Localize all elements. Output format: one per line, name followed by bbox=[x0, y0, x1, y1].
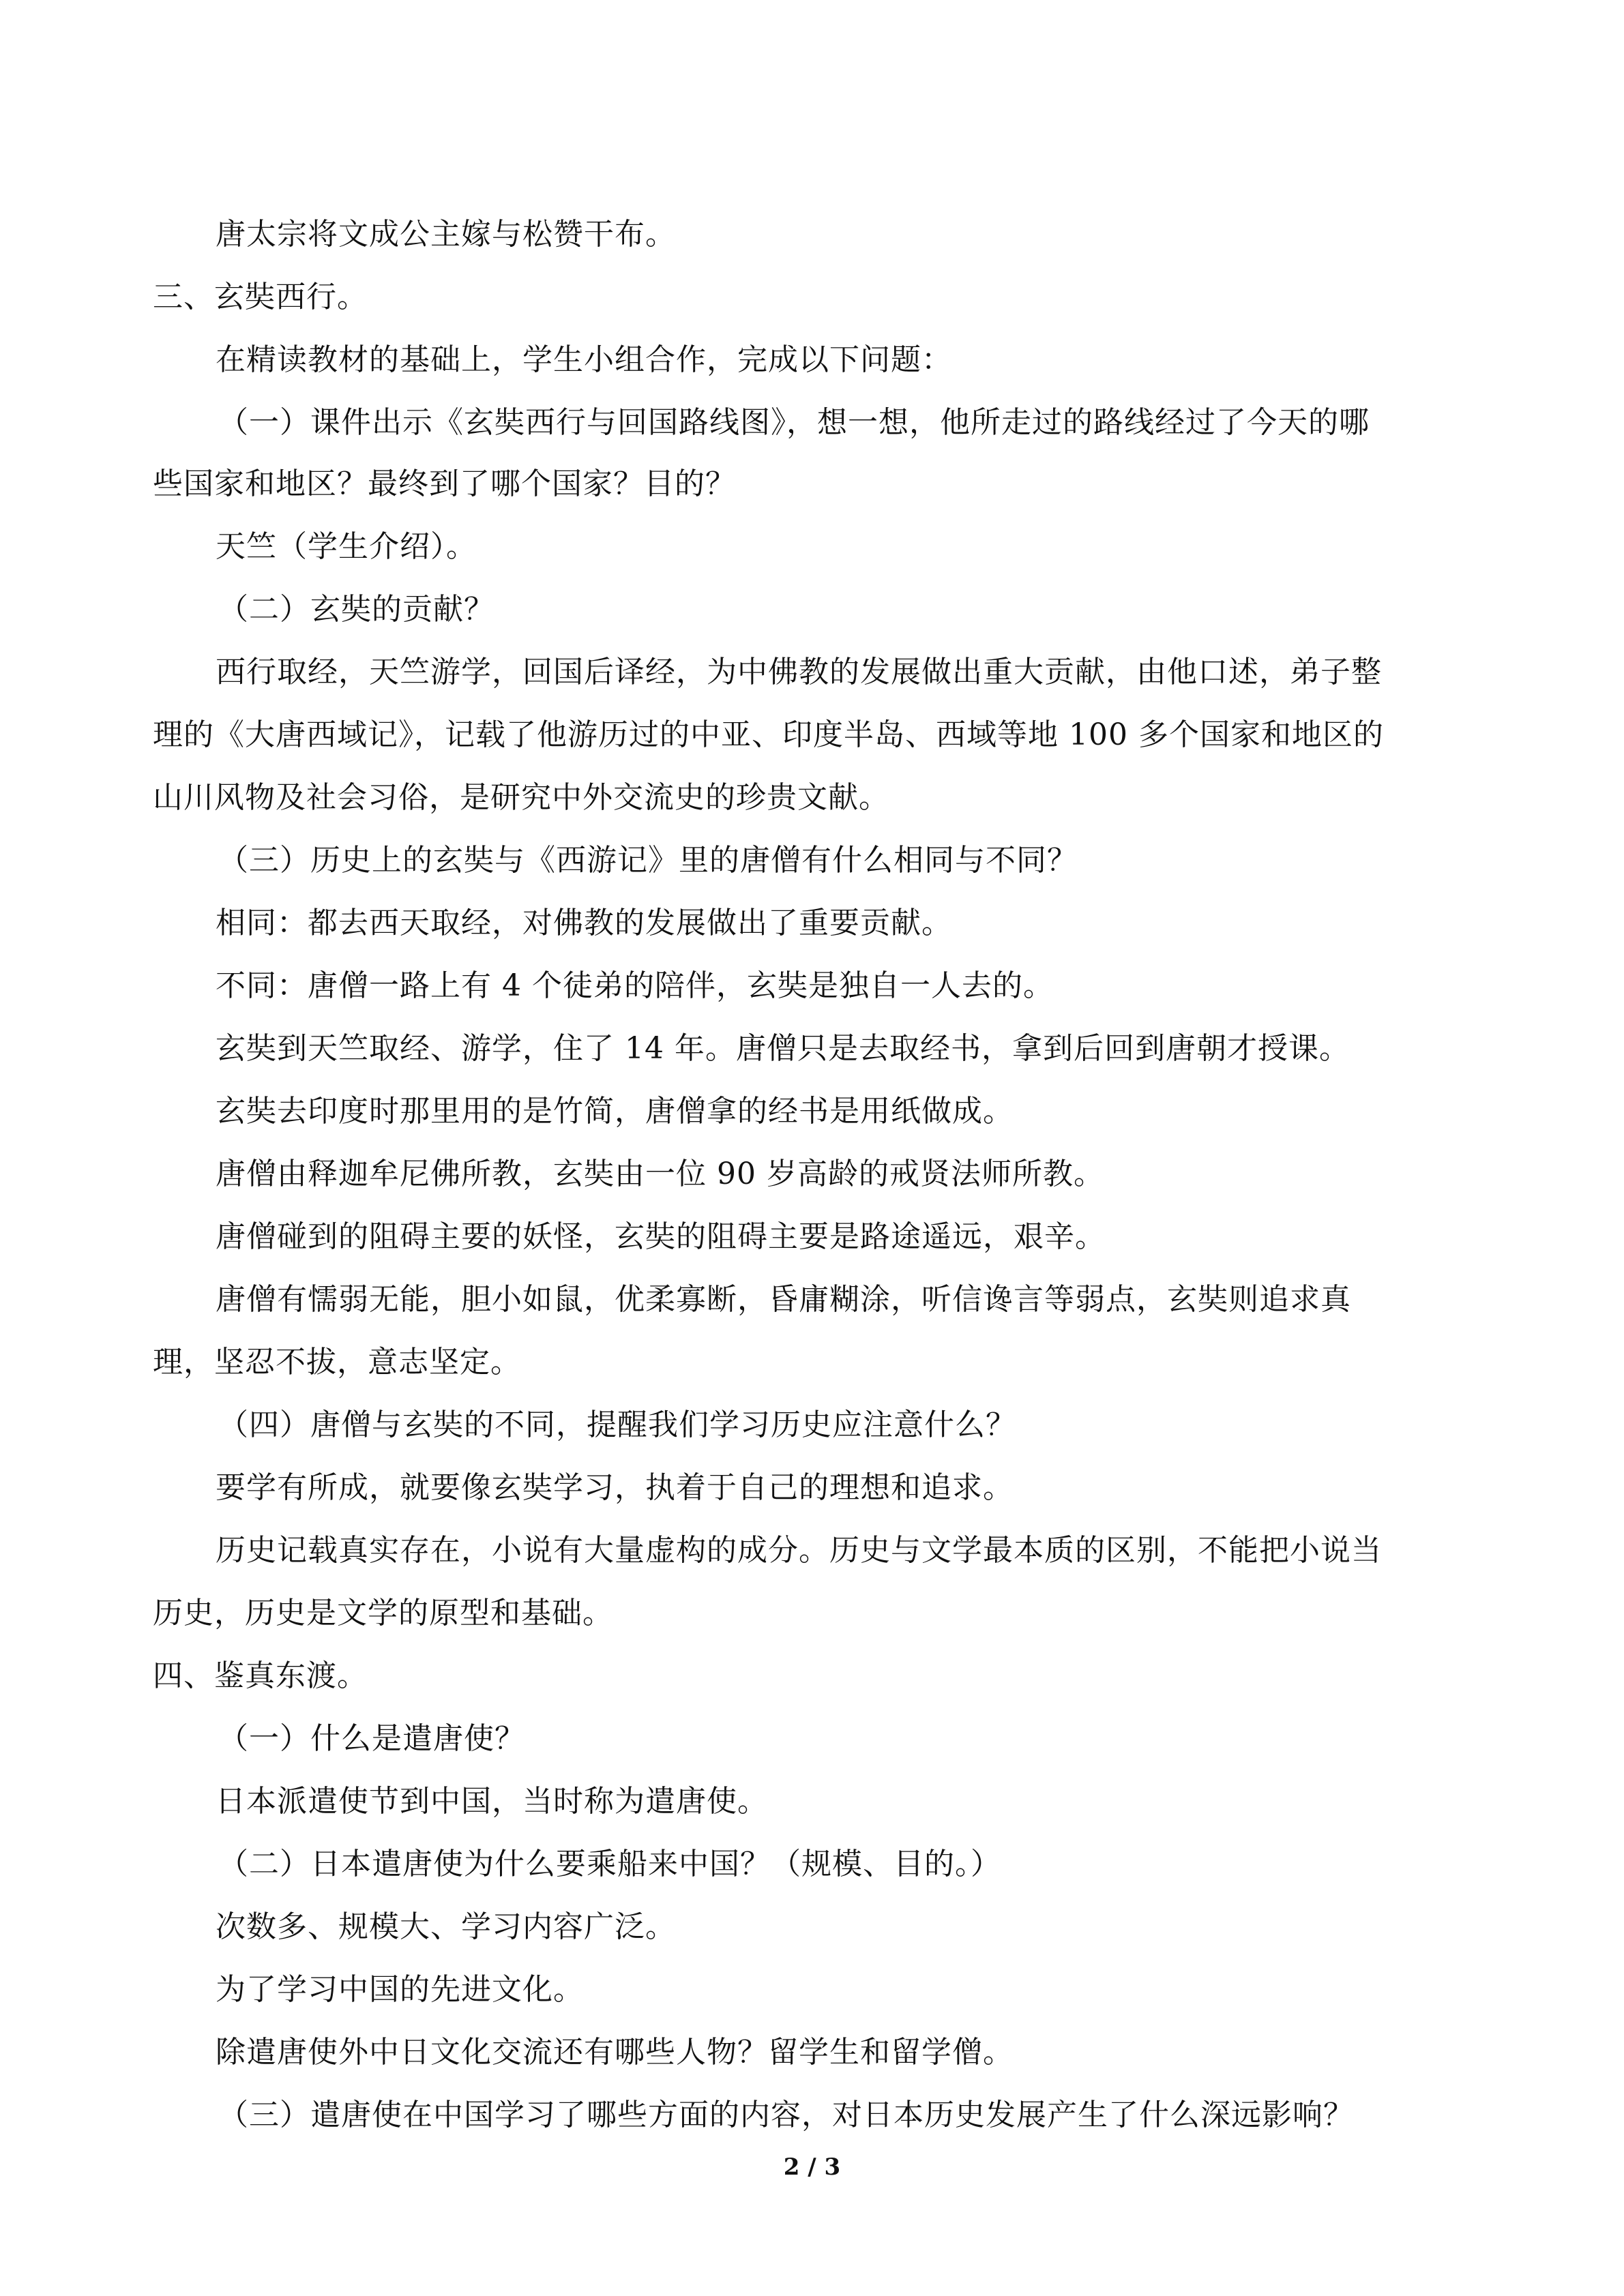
text-line: 相同：都去西天取经，对佛教的发展做出了重要贡献。 bbox=[216, 906, 952, 940]
text-line: 唐僧由释迦牟尼佛所教，玄奘由一位 90 岁高龄的戒贤法师所教。 bbox=[216, 1157, 1104, 1191]
text-line: 天竺（学生介绍）。 bbox=[216, 529, 477, 564]
text-line: 山川风物及社会习俗，是研究中外交流史的珍贵文献。 bbox=[153, 780, 889, 815]
question-line: （三）历史上的玄奘与《西游记》里的唐僧有什么相同与不同？ bbox=[218, 843, 1078, 878]
question-line: （三）遣唐使在中国学习了哪些方面的内容，对日本历史发展产生了什么深远影响？ bbox=[218, 2098, 1354, 2132]
question-line: （二）日本遣唐使为什么要乘船来中国？（规模、目的。） bbox=[218, 1847, 1001, 1881]
section-heading: 三、玄奘西行。 bbox=[153, 280, 368, 314]
page-number: 2 / 3 bbox=[783, 2153, 841, 2181]
text-line: 玄奘到天竺取经、游学，住了 14 年。唐僧只是去取经书，拿到后回到唐朝才授课。 bbox=[216, 1031, 1350, 1066]
text-line: 要学有所成，就要像玄奘学习，执着于自己的理想和追求。 bbox=[216, 1470, 1014, 1505]
question-line: （二）玄奘的贡献？ bbox=[218, 592, 494, 627]
question-line: （一）什么是遣唐使？ bbox=[218, 1721, 525, 1756]
text-line: 历史，历史是文学的原型和基础。 bbox=[153, 1596, 613, 1630]
text-line: 理，坚忍不拔，意志坚定。 bbox=[153, 1345, 521, 1380]
text-line: 些国家和地区？最终到了哪个国家？目的？ bbox=[153, 466, 736, 501]
text-line: 唐太宗将文成公主嫁与松赞干布。 bbox=[216, 217, 676, 252]
text-line: 在精读教材的基础上，学生小组合作，完成以下问题： bbox=[216, 342, 952, 377]
text-line: 玄奘去印度时那里用的是竹简，唐僧拿的经书是用纸做成。 bbox=[216, 1094, 1014, 1129]
text-line: 不同：唐僧一路上有 4 个徒弟的陪伴，玄奘是独自一人去的。 bbox=[216, 968, 1054, 1003]
text-line: 次数多、规模大、学习内容广泛。 bbox=[216, 1909, 676, 1944]
text-line: 唐僧碰到的阻碍主要的妖怪，玄奘的阻碍主要是路途遥远，艰辛。 bbox=[216, 1219, 1106, 1254]
question-line: （一）课件出示《玄奘西行与回国路线图》，想一想，他所走过的路线经过了今天的哪 bbox=[218, 405, 1370, 440]
section-heading: 四、鉴真东渡。 bbox=[153, 1658, 368, 1693]
text-line: 历史记载真实存在，小说有大量虚构的成分。历史与文学最本质的区别，不能把小说当 bbox=[216, 1533, 1382, 1568]
text-line: 为了学习中国的先进文化。 bbox=[216, 1972, 584, 2007]
text-line: 唐僧有懦弱无能，胆小如鼠，优柔寡断，昏庸糊涂，听信谗言等弱点，玄奘则追求真 bbox=[216, 1282, 1351, 1317]
text-line: 理的《大唐西域记》，记载了他游历过的中亚、印度半岛、西域等地 100 多个国家和地区的 bbox=[153, 717, 1384, 752]
text-line: 西行取经，天竺游学，回国后译经，为中佛教的发展做出重大贡献，由他口述，弟子整 bbox=[216, 655, 1382, 689]
question-line: （四）唐僧与玄奘的不同，提醒我们学习历史应注意什么？ bbox=[218, 1407, 1016, 1442]
text-line: 日本派遣使节到中国，当时称为遣唐使。 bbox=[216, 1784, 768, 1819]
text-line: 除遣唐使外中日文化交流还有哪些人物？留学生和留学僧。 bbox=[216, 2035, 1014, 2070]
